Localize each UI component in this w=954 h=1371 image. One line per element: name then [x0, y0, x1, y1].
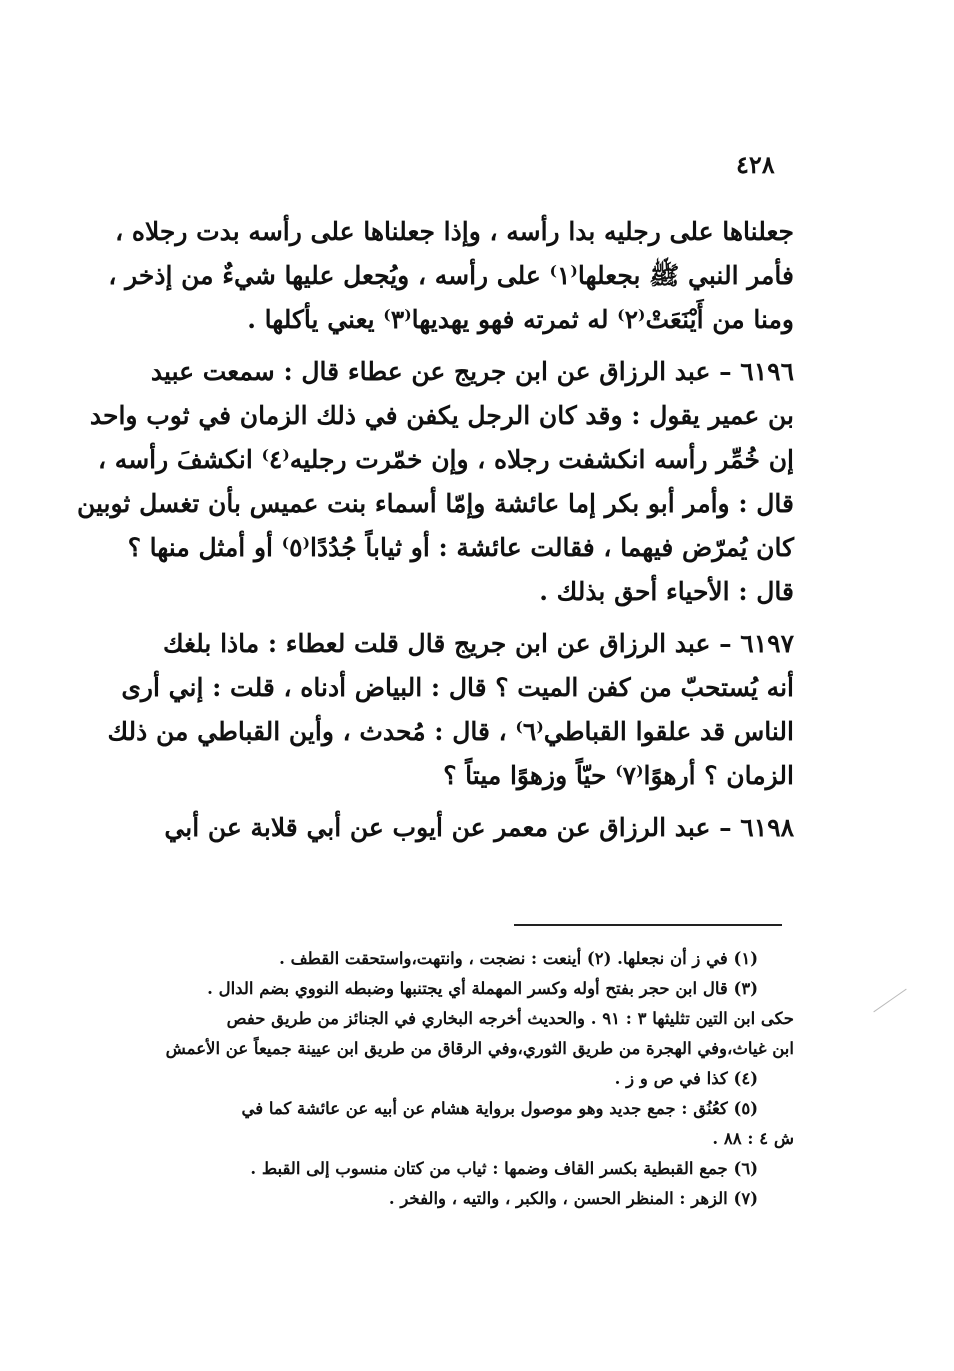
text-line: ٦١٩٦ – عبد الرزاق عن ابن جريج عن عطاء قال : سمعت عبيد [150, 357, 794, 386]
text-line: الناس قد علقوا القباطي⁽٦⁾ ، قال : مُحدث ، وأين القباطي من ذلك [107, 717, 794, 746]
text-line: فأمر النبي ﷺ بجعلها⁽١⁾ على رأسه ، ويُجعل عليها شيءٌ من إذخر ، [108, 261, 794, 290]
footnote-3-continued: حكى ابن التين تثليثها ٣ : ٩١ . والحديث أخرجه البخاري في الجنائز من طريق حفص [226, 1009, 794, 1028]
footnote-6: (٦) جمع القبطية بكسر القاف وضمها : ثياب من كتان منسوب إلى القبط . [250, 1159, 758, 1178]
footnote-1-2: (١) في ز أن نجعلها. (٢) أينعت : نضجت ، وانتهت،واستحقت القطف . [279, 949, 758, 968]
text-line: قال : وأمر أبو بكر إما عائشة وإمّا أسماء بنت عميس بأن تغسل ثوبين [76, 489, 794, 518]
main-text [76, 210, 794, 858]
text-line: قال : الأحياء أحق بذلك . [539, 577, 794, 606]
footnote-7: (٧) الزهر : المنظر الحسن ، والكبر ، والتيه ، والفخر . [388, 1189, 758, 1208]
text-line: كان يُمرّض فيهما ، فقالت عائشة : أو ثياباً جُدُدًا⁽٥⁾ أو أمثل منها ؟ [127, 533, 794, 562]
text-line: ٦١٩٨ – عبد الرزاق عن معمر عن أيوب عن أبي قلابة عن أبي [164, 813, 794, 842]
text-line: جعلناها على رجليه بدا رأسه ، وإذا جعلناها على رأسه بدت رجلاه ، [115, 217, 794, 246]
text-line: بن عمير يقول : وقد كان الرجل يكفن في ذلك الزمان في ثوب واحد [89, 401, 794, 430]
text-line: ومنا من أَيْنَعَتْ⁽٢⁾ له ثمرته فهو يهديها⁽٣⁾ يعني يأكلها . [247, 305, 794, 334]
hadith-6197 [107, 622, 794, 798]
footnotes [118, 944, 794, 1214]
text-line: الزمان ؟ أرهوًا⁽٧⁾ حيّاً وزهوًا ميتاً ؟ [443, 761, 794, 790]
text-line: إن خُمِّر رأسه انكشفت رجلاه ، وإن خمّرت رجليه⁽٤⁾ انكشفَ رأسه ، [98, 445, 794, 474]
hadith-6196 [76, 350, 794, 614]
footnote-separator [514, 924, 782, 926]
footnote-3-continued: ابن غياث،وفي الهجرة من طريق الثوري،وفي الرقاق من طريق ابن عيينة جميعاً عن الأعمش [165, 1039, 794, 1058]
footnote-4: (٤) كذا في ص و ز . [614, 1069, 758, 1088]
footnote-5: (٥) كعُنُق : جمع جديد وهو موصول برواية هشام عن أبيه عن عائشة كما في [241, 1099, 758, 1118]
footnote-3: (٣) قال ابن حجر بفتح أوله وكسر المهملة أي يجتنبها وضبطه النووي بضم الدال . [207, 979, 758, 998]
text-line: أنه يُستحبّ من كفن الميت ؟ قال : البياض أدناه ، قلت : إني أرى [121, 673, 794, 702]
text-line: ٦١٩٧ – عبد الرزاق عن ابن جريج قال قلت لعطاء : ماذا بلغك [163, 629, 794, 658]
footnote-5-continued: ش ٤ : ٨٨ . [712, 1129, 794, 1148]
paragraph-continuation [108, 210, 794, 342]
page-number: ٤٢٨ [736, 150, 775, 179]
hadith-6198 [118, 806, 794, 850]
scan-mark [873, 989, 906, 1013]
